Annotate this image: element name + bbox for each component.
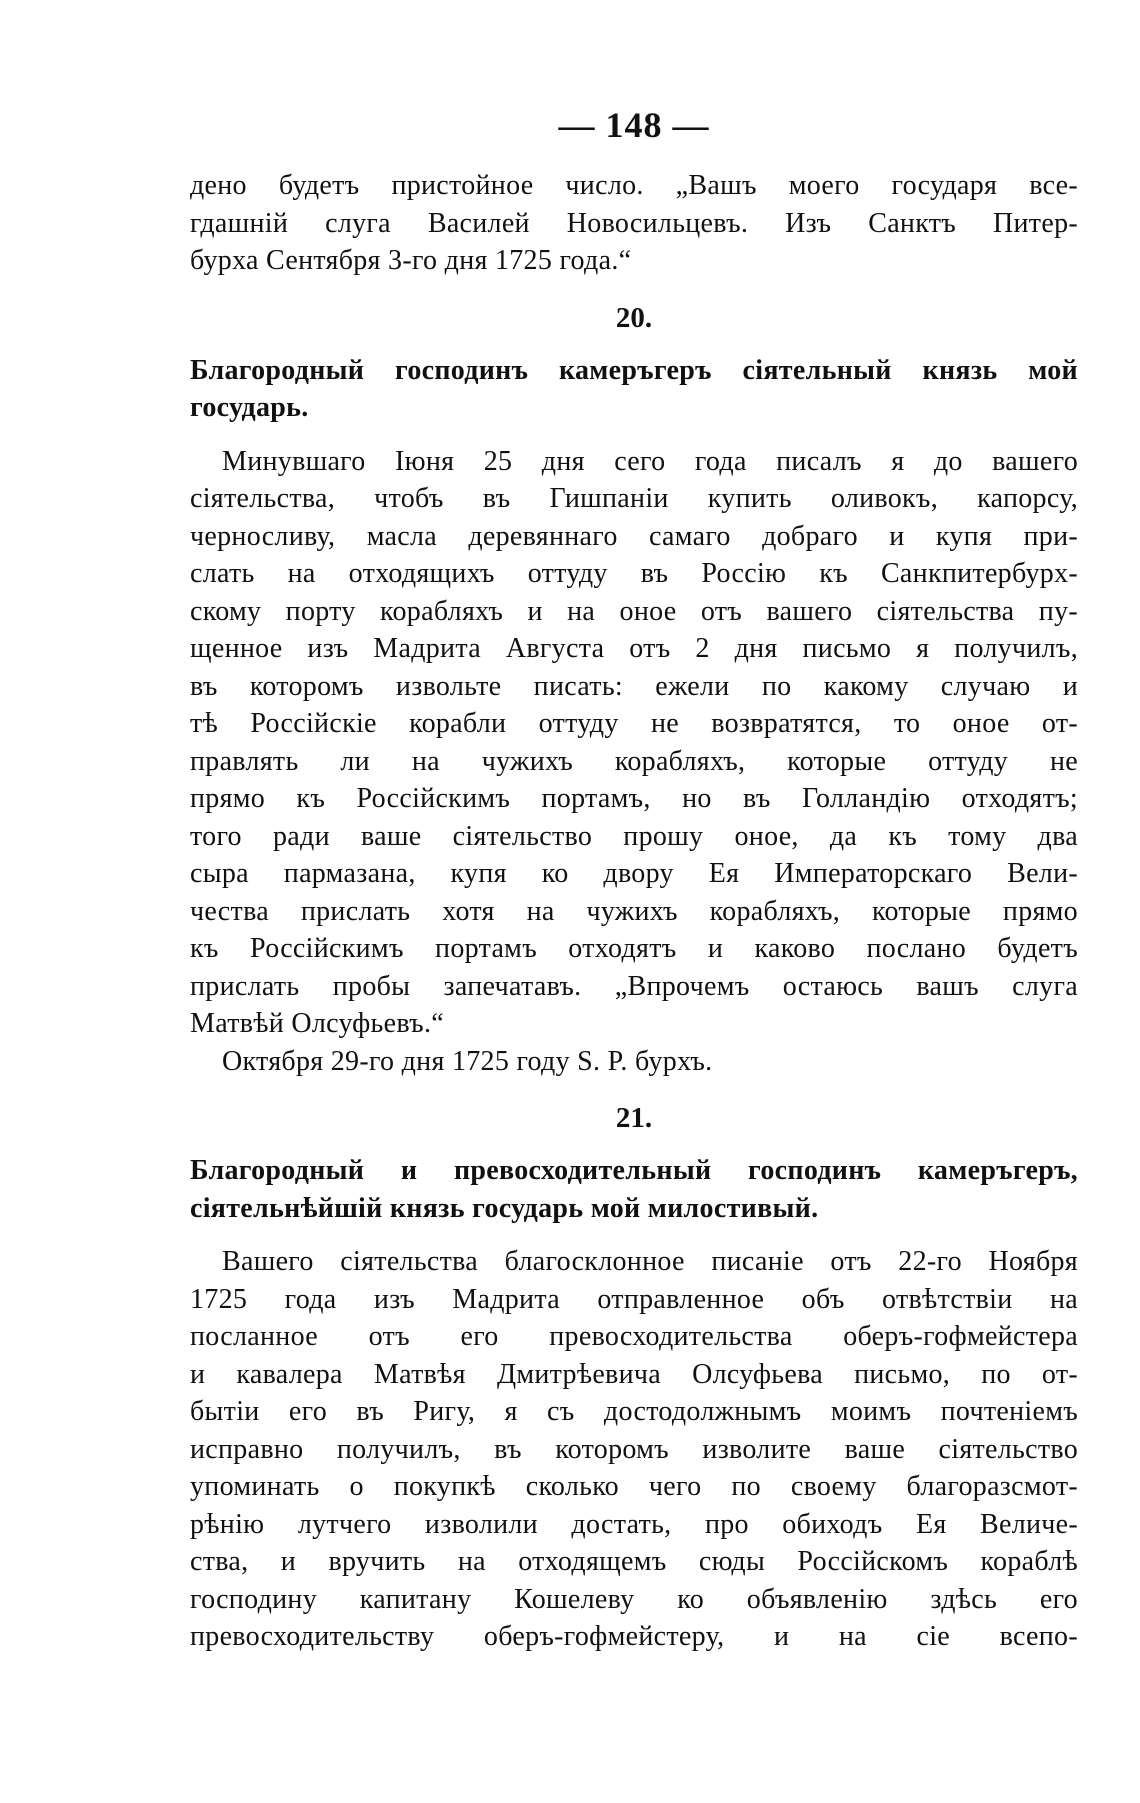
- text-line: прислать пробы запечатавъ. „Впрочемъ остаюсь вашъ слуга: [190, 970, 1078, 1002]
- page-number: — 148 —: [558, 105, 710, 145]
- letter-20-body: [190, 443, 1078, 1081]
- text-line: бытіи его въ Ригу, я съ достодолжнымъ моимъ почтеніемъ: [190, 1396, 1078, 1427]
- text-line: ства, и вручить на отходящемъ сюды Россійскомъ кораблѣ: [190, 1546, 1078, 1577]
- text-line: 1725 года изъ Мадрита отправленное объ отвѣтствіи на: [190, 1283, 1078, 1315]
- text-line: упоминать о покупкѣ сколько чего по своему благоразсмот-: [190, 1471, 1078, 1502]
- text-line: правлять ли на чужихъ корабляхъ, которые оттуду не: [190, 745, 1078, 777]
- text-line: Вашего сіятельства благосклонное писаніе отъ 22-го Ноября: [222, 1246, 1078, 1277]
- text-line: щенное изъ Мадрита Августа отъ 2 дня письмо я получилъ,: [190, 633, 1078, 664]
- text-line: превосходительству оберъ-гофмейстеру, и на сіе всепо-: [190, 1621, 1078, 1652]
- text-line: къ Россійскимъ портамъ отходятъ и каково послано будетъ: [190, 933, 1078, 964]
- book-page: [190, 95, 1078, 1662]
- text-line: рѣнію лутчего изволили достать, про обиходъ Ея Величе-: [190, 1508, 1078, 1540]
- letter-21-salutation: [190, 1152, 1078, 1227]
- salutation-line: Благородный господинъ камеръгеръ сіятельный князь мой: [190, 354, 1078, 386]
- text-line: сіятельства, чтобъ въ Гишпаніи купить оливокъ, капорсу,: [190, 483, 1078, 514]
- text-line: дено будетъ пристойное число. „Вашъ моего государя все-: [190, 170, 1078, 201]
- text-line: и кавалера Матвѣя Дмитрѣевича Олсуфьева письмо, по от-: [190, 1358, 1078, 1390]
- letter-21-body: [190, 1243, 1078, 1656]
- letter-20-number: 20.: [615, 301, 653, 334]
- text-line: бурха Сентября 3-го дня 1725 года.“: [190, 245, 632, 276]
- text-line: слать на отходящихъ оттуду въ Россію къ Санкпитербурх-: [190, 558, 1078, 589]
- text-line: сыра пармазана, купя ко двору Ея Императорскаго Вели-: [190, 858, 1078, 889]
- continuation-text: [190, 167, 1078, 280]
- text-line: Матвѣй Олсуфьевъ.“: [190, 1008, 444, 1039]
- text-line: господину капитану Кошелеву ко объявленію здѣсь его: [190, 1583, 1078, 1615]
- text-line: прямо къ Россійскимъ портамъ, но въ Голландію отходятъ;: [190, 783, 1078, 814]
- text-line: гдашній слуга Василей Новосильцевъ. Изъ Санктъ Питер-: [190, 207, 1078, 239]
- text-line: посланное отъ его превосходительства оберъ-гофмейстера: [190, 1321, 1078, 1352]
- letter-21-number: 21.: [615, 1102, 653, 1134]
- text-line: исправно получилъ, въ которомъ изволите ваше сіятельство: [190, 1433, 1078, 1465]
- text-line: чества прислать хотя на чужихъ корабляхъ, которые прямо: [190, 895, 1078, 927]
- text-line: того ради ваше сіятельство прошу оное, да къ тому два: [190, 820, 1078, 852]
- text-line: Минувшаго Іюня 25 дня сего года писалъ я до вашего: [222, 445, 1078, 477]
- letter-20-dateline: Октября 29-го дня 1725 году S. P. бурхъ.: [222, 1045, 713, 1077]
- salutation-line: государь.: [190, 392, 309, 423]
- text-line: черносливу, масла деревяннаго самаго добраго и купя при-: [190, 520, 1078, 552]
- letter-20-salutation: [190, 352, 1078, 427]
- text-line: скому порту корабляхъ и на оное отъ вашего сіятельства пу-: [190, 595, 1078, 627]
- salutation-line: Благородный и превосходительный господинъ камеръгеръ,: [190, 1155, 1078, 1186]
- text-line: тѣ Россійскіе корабли оттуду не возвратятся, то оное от-: [190, 708, 1078, 739]
- salutation-line: сіятельнѣйшій князь государь мой милостивый.: [190, 1192, 819, 1224]
- text-line: въ которомъ извольте писать: ежели по какому случаю и: [190, 670, 1078, 702]
